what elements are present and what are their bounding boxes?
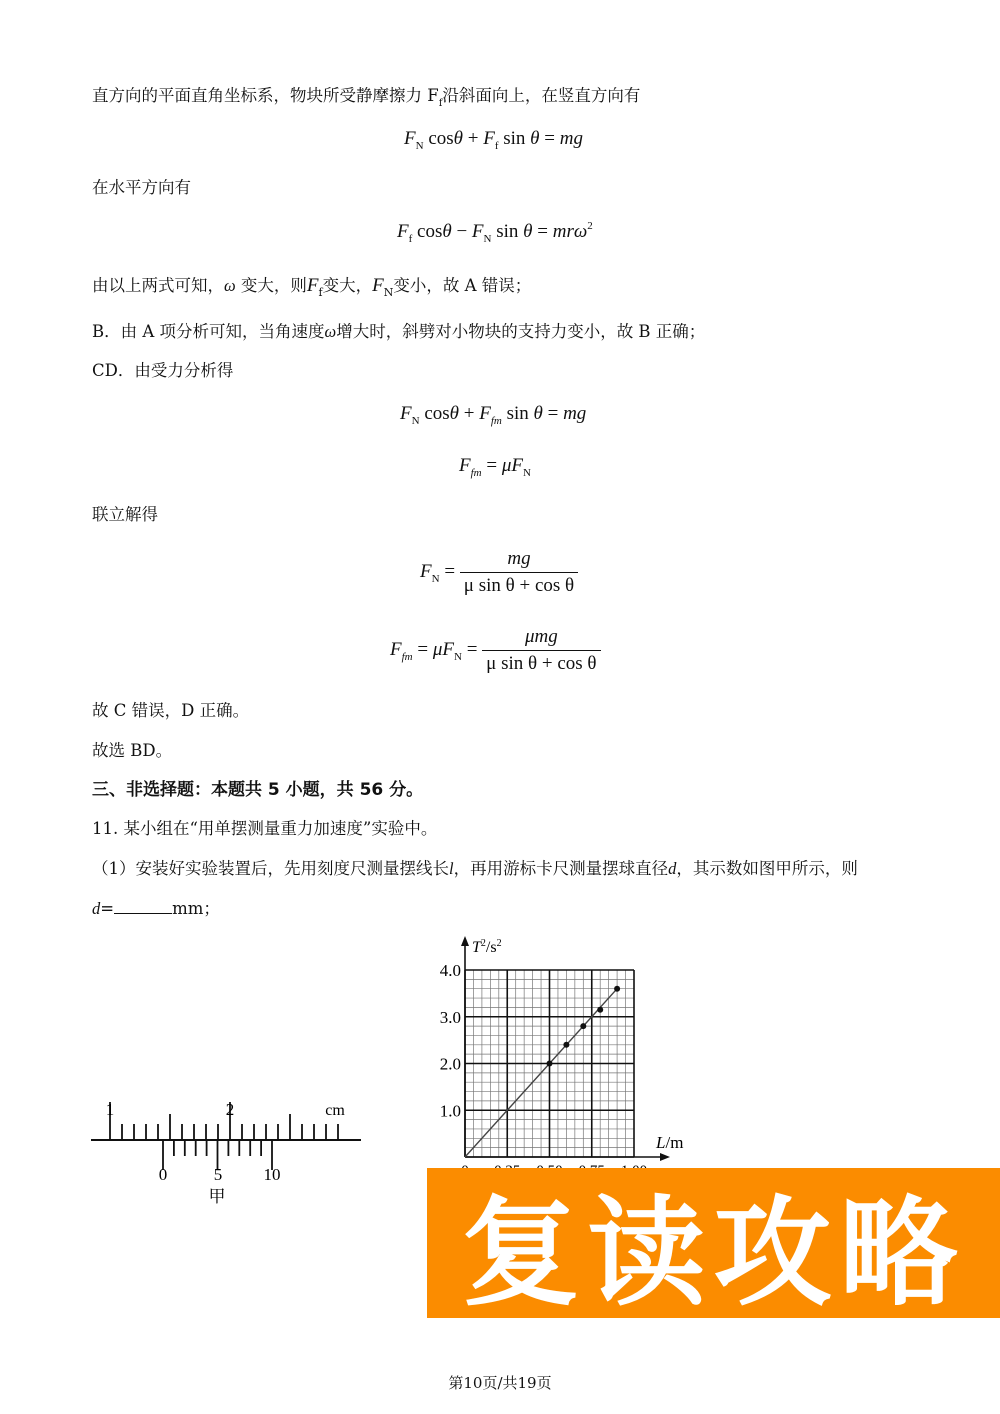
paragraph-coordinate-system: 直方向的平面直角坐标系，物块所受静摩擦力 $F_f$沿斜面向上，在竖直方向有 (92, 86, 641, 109)
data-point (547, 1061, 553, 1067)
equation-normal-force-solution: $F_N$ = $\frac{mg}{\text{μ sin θ + cos θ}}$ (420, 548, 578, 597)
y-tick-label: 2.0 (439, 1054, 461, 1074)
x-axis-label: L/m (656, 1133, 684, 1152)
y-tick-label: 4.0 (439, 961, 461, 980)
question-11-stem: 11. 某小组在“用单摆测量重力加速度”实验中。 (92, 819, 438, 838)
answer-blank[interactable] (114, 899, 172, 914)
y-axis-label: $T^2/s^2$ (472, 938, 502, 956)
page-footer: 第10页/共19页 (448, 1374, 552, 1392)
question-11-part-1: （1）安装好实验装置后，先用刻度尺测量摆线长l，再用游标卡尺测量摆球直径d，其示数如图甲所示，则 (92, 859, 858, 878)
equation-max-friction: $F_{fm} = \mu F_N$ (459, 455, 531, 479)
paragraph-option-b: B．由 A 项分析可知，当角速度ω增大时，斜劈对小物块的支持力变小，故 B 正确； (92, 322, 706, 341)
question-11-part-1-answer: d= mm； (92, 899, 220, 918)
equation-horizontal-balance: $F_f$ $\cos\theta - F_N$ sin θ = mrω$^2$ (397, 220, 593, 245)
data-point (614, 986, 620, 992)
paragraph-solve: 联立解得 (92, 505, 158, 524)
equation-vertical-balance: $F_N$ $\cos\theta + F_f$ sin θ = mg (404, 128, 583, 152)
vernier-caliper-figure (85, 1090, 375, 1210)
vernier-label-10: 10 (263, 1165, 281, 1184)
main-scale-label-2: 2 (225, 1100, 235, 1119)
vernier-label-0: 0 (158, 1165, 168, 1184)
main-scale-label-1: 1 (105, 1100, 115, 1119)
paragraph-option-cd: CD．由受力分析得 (92, 361, 234, 380)
figure-caption: 甲 (208, 1187, 226, 1207)
data-point (597, 1007, 603, 1013)
y-tick-label: 3.0 (439, 1007, 461, 1027)
equation-friction-solution: $F_{fm} = \mu F_N$ = $\frac{\text{μmg}}{\text{μ sin θ + cos θ}}$ (390, 626, 601, 675)
paragraph-option-cd-result: 故 C 错误，D 正确。 (92, 701, 250, 720)
paragraph-horizontal: 在水平方向有 (92, 178, 191, 197)
watermark-text: 复读攻略 (461, 1184, 966, 1322)
data-point (563, 1042, 569, 1048)
t-squared-vs-length-chart (420, 930, 700, 1175)
watermark-banner (427, 1168, 1000, 1322)
section-heading: 三、非选择题：本题共 5 小题，共 56 分。 (92, 780, 424, 800)
paragraph-answer: 故选 BD。 (92, 741, 173, 760)
data-point (580, 1023, 586, 1029)
y-axis-arrow-icon (461, 936, 469, 946)
vernier-label-5: 5 (213, 1165, 223, 1184)
unit-label: cm (325, 1102, 345, 1119)
equation-max-friction-balance: $F_N$ $\cos\theta + F_{fm}$ sin θ = mg (400, 403, 587, 427)
y-tick-label: 1.0 (439, 1101, 461, 1121)
paragraph-conclusion-a: 由以上两式可知，ω 变大，则$F_f$变大，$F_N$变小，故 A 错误； (92, 275, 532, 299)
